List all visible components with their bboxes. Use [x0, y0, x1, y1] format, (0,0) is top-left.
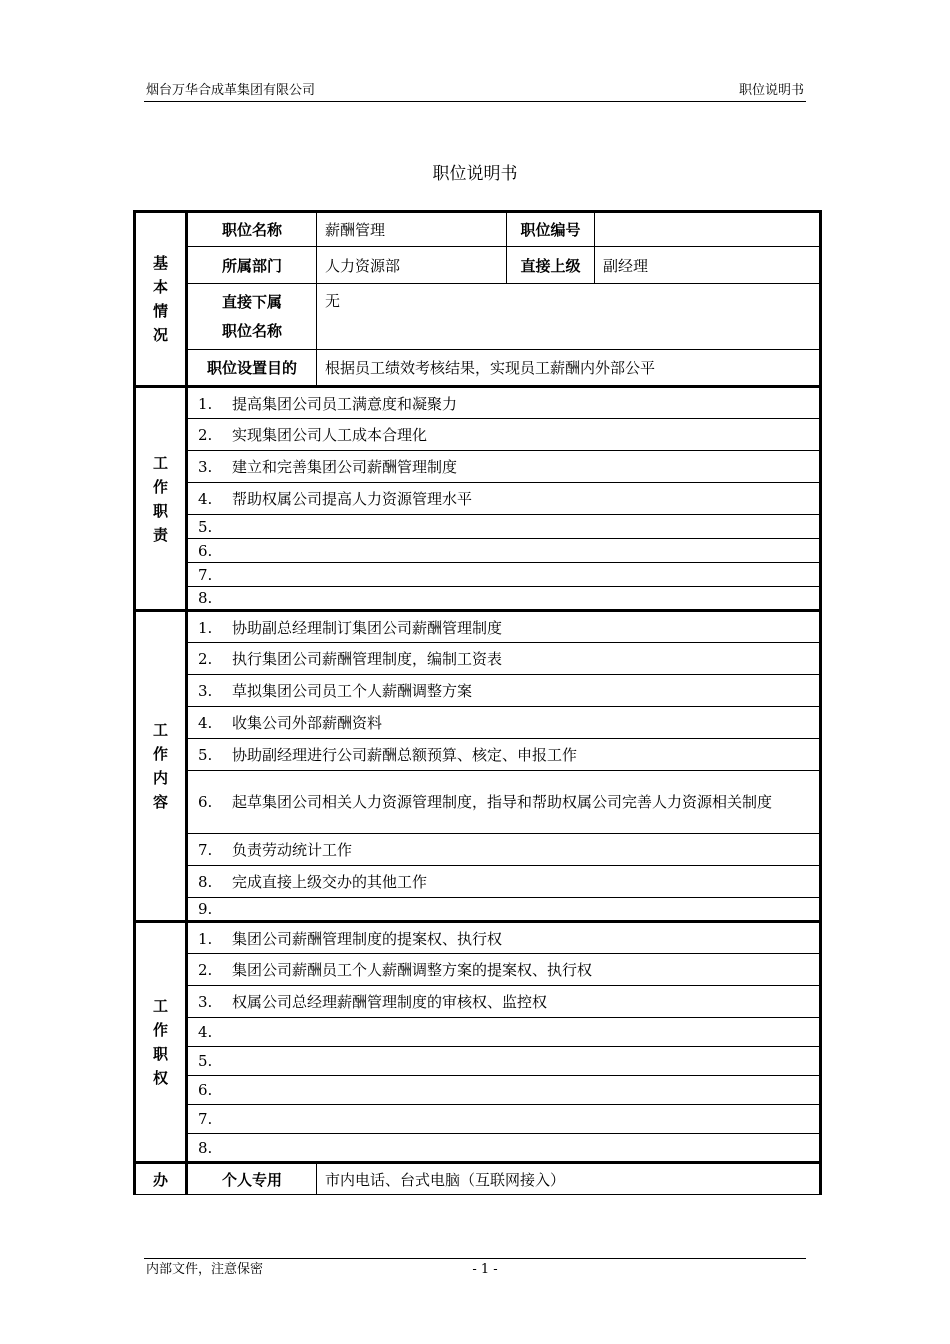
- row-duties-item: [135, 587, 821, 611]
- item-number: 4.: [198, 1023, 213, 1041]
- duties-item: [187, 483, 821, 515]
- row-content-item: [135, 611, 821, 643]
- item-number: 6.: [198, 1081, 213, 1099]
- row-content-item: [135, 675, 821, 707]
- header-company: 烟台万华合成革集团有限公司: [146, 83, 316, 98]
- department-label: 所属部门: [187, 247, 317, 284]
- row-duties-item: [135, 483, 821, 515]
- subordinate-value: 无: [317, 284, 821, 350]
- purpose-label: 职位设置目的: [187, 350, 317, 387]
- item-text: 提高集团公司员工满意度和凝聚力: [232, 394, 458, 413]
- item-text: 执行集团公司薪酬管理制度，编制工资表: [232, 650, 503, 668]
- row-duties-item: [135, 539, 821, 563]
- row-duties-item: [135, 515, 821, 539]
- item-number: 2.: [198, 426, 213, 444]
- item-number: 6.: [198, 792, 213, 811]
- footer-page-number: - 1 -: [472, 1262, 498, 1277]
- section-authority: 工 作 职 权: [135, 922, 187, 1163]
- item-number: 7.: [198, 1110, 213, 1128]
- item-text: 收集公司外部薪酬资料: [232, 714, 383, 732]
- content-item: [187, 898, 821, 922]
- authority-item: [187, 986, 821, 1018]
- row-authority-item: [135, 1105, 821, 1134]
- item-text: 实现集团公司人工成本合理化: [232, 426, 428, 444]
- header-rule: [144, 101, 806, 102]
- item-number: 1.: [198, 618, 213, 637]
- content-item: [187, 611, 821, 643]
- subordinate-label: 直接下属 职位名称: [187, 284, 317, 350]
- row-duties-item: [135, 419, 821, 451]
- row-content-item: [135, 898, 821, 922]
- row-authority-item: [135, 986, 821, 1018]
- item-number: 3.: [198, 458, 213, 476]
- row-authority-item: [135, 1018, 821, 1047]
- authority-item: [187, 954, 821, 986]
- row-office: [135, 1163, 821, 1195]
- content-item: [187, 675, 821, 707]
- item-text: 集团公司薪酬员工个人薪酬调整方案的提案权、执行权: [232, 961, 593, 979]
- row-purpose: [135, 350, 821, 387]
- item-text: 建立和完善集团公司薪酬管理制度: [232, 458, 458, 476]
- item-text: 草拟集团公司员工个人薪酬调整方案: [232, 682, 473, 700]
- item-number: 8.: [198, 589, 213, 607]
- authority-item: [187, 1105, 821, 1134]
- header-doc-type: 职位说明书: [738, 83, 804, 98]
- content-item: [187, 771, 821, 834]
- authority-item: [187, 1134, 821, 1163]
- authority-item: [187, 1047, 821, 1076]
- item-text: 权属公司总经理薪酬管理制度的审核权、监控权: [232, 993, 548, 1011]
- item-text: 协助副经理进行公司薪酬总额预算、核定、申报工作: [232, 746, 578, 764]
- item-number: 5.: [198, 517, 213, 536]
- section-office: 办: [135, 1163, 187, 1195]
- authority-item: [187, 1018, 821, 1047]
- duties-item: [187, 387, 821, 419]
- item-number: 2.: [198, 650, 213, 668]
- item-number: 7.: [198, 841, 213, 859]
- content-item: [187, 707, 821, 739]
- item-number: 5.: [198, 746, 213, 764]
- personal-use-value: 市内电话、台式电脑（互联网接入）: [317, 1163, 821, 1195]
- superior-value: 副经理: [595, 247, 821, 284]
- row-position-name: [135, 212, 821, 247]
- row-duties-item: [135, 563, 821, 587]
- content-item: [187, 643, 821, 675]
- purpose-value: 根据员工绩效考核结果，实现员工薪酬内外部公平: [317, 350, 821, 387]
- duties-item: [187, 419, 821, 451]
- position-code-label: 职位编号: [507, 212, 595, 247]
- item-number: 5.: [198, 1052, 213, 1070]
- section-content: 工 作 内 容: [135, 611, 187, 922]
- row-content-item: [135, 739, 821, 771]
- document-title: 职位说明书: [432, 164, 518, 184]
- item-number: 6.: [198, 541, 213, 560]
- duties-item: [187, 451, 821, 483]
- footer-note: 内部文件，注意保密: [146, 1262, 264, 1277]
- item-number: 3.: [198, 682, 213, 700]
- row-duties-item: [135, 451, 821, 483]
- item-text: 起草集团公司相关人力资源管理制度，指导和帮助权属公司完善人力资源相关制度: [232, 792, 773, 811]
- item-text: 帮助权属公司提高人力资源管理水平: [232, 490, 473, 508]
- duties-item: [187, 539, 821, 563]
- duties-item: [187, 587, 821, 611]
- row-authority-item: [135, 1047, 821, 1076]
- content-item: [187, 739, 821, 771]
- row-content-item: [135, 643, 821, 675]
- item-number: 7.: [198, 565, 213, 584]
- duties-item: [187, 563, 821, 587]
- superior-label: 直接上级: [507, 247, 595, 284]
- content-item: [187, 834, 821, 866]
- section-duties: 工 作 职 责: [135, 387, 187, 611]
- row-content-item: [135, 866, 821, 898]
- item-number: 2.: [198, 961, 213, 979]
- item-number: 3.: [198, 993, 213, 1011]
- personal-use-label: 个人专用: [187, 1163, 317, 1195]
- item-number: 1.: [198, 394, 213, 413]
- row-authority-item: [135, 1134, 821, 1163]
- authority-item: [187, 1076, 821, 1105]
- row-subordinate: [135, 284, 821, 350]
- footer-rule: [144, 1258, 806, 1259]
- item-number: 4.: [198, 714, 213, 732]
- item-number: 8.: [198, 1138, 213, 1157]
- row-content-item: [135, 834, 821, 866]
- row-content-item: [135, 771, 821, 834]
- position-description-table: [133, 210, 822, 1195]
- position-name-value: 薪酬管理: [317, 212, 507, 247]
- position-code-value: [595, 212, 821, 247]
- item-text: 集团公司薪酬管理制度的提案权、执行权: [232, 929, 503, 948]
- row-authority-item: [135, 922, 821, 954]
- row-content-item: [135, 707, 821, 739]
- row-department: [135, 247, 821, 284]
- department-value: 人力资源部: [317, 247, 507, 284]
- item-text: 负责劳动统计工作: [232, 841, 353, 859]
- position-name-label: 职位名称: [187, 212, 317, 247]
- item-number: 9.: [198, 900, 213, 918]
- item-text: 协助副总经理制订集团公司薪酬管理制度: [232, 618, 503, 637]
- item-number: 4.: [198, 490, 213, 508]
- item-text: 完成直接上级交办的其他工作: [232, 873, 428, 891]
- authority-item: [187, 922, 821, 954]
- row-duties-item: [135, 387, 821, 419]
- row-authority-item: [135, 1076, 821, 1105]
- item-number: 8.: [198, 873, 213, 891]
- duties-item: [187, 515, 821, 539]
- section-basic-info: 基 本 情 况: [135, 212, 187, 387]
- content-item: [187, 866, 821, 898]
- row-authority-item: [135, 954, 821, 986]
- item-number: 1.: [198, 929, 213, 948]
